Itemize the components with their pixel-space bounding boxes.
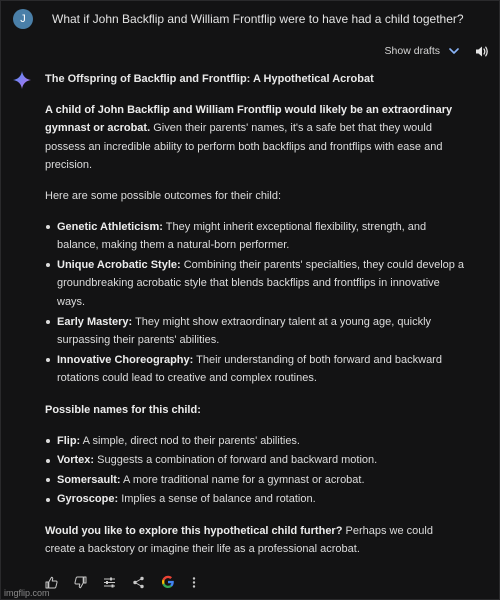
list-item-term: Somersault: [57,473,121,486]
user-prompt-text: What if John Backflip and William Frontflip were to have had a child together? [52,12,464,26]
list-item-text: Suggests a combination of forward and backward motion. [94,454,378,467]
outcomes-list [45,218,465,388]
more-vert-icon[interactable] [191,576,197,589]
assistant-response [45,70,465,559]
list-item [45,256,465,312]
show-drafts-label: Show drafts [384,45,440,57]
list-item-text: Implies a sense of balance and rotation. [118,493,316,506]
closing-text: Perhaps we could create a backstory or imagine their life as a professional acrobat. [45,524,433,556]
list-item [45,432,465,451]
intro-bold-text: A child of John Backflip and William Frontflip would likely be an extraordinary gymnast or acrobat. [45,103,453,135]
closing-bold-text: Would you like to explore this hypothetical child further? [45,524,343,537]
outcomes-intro: Here are some possible outcomes for their child: [45,189,281,202]
list-item [45,218,465,255]
list-item-term: Gyroscope: [57,493,119,506]
watermark: imgflip.com [4,588,50,598]
list-item [45,451,465,470]
user-avatar[interactable]: J [13,9,33,29]
list-item-term: Early Mastery: [57,315,133,328]
list-item [45,351,465,388]
intro-paragraph [45,101,465,175]
thumbs-up-icon[interactable] [45,576,58,589]
response-title: The Offspring of Backflip and Frontflip: A Hypothetical Acrobat [45,73,374,85]
response-actions [45,575,197,589]
list-item [45,490,465,509]
names-heading: Possible names for this child: [45,403,201,416]
names-list [45,432,465,509]
list-item-text: They might show extraordinary talent at a young age, quickly surpassing their parents' abilities. [57,315,432,347]
list-item-text: Their understanding of both forward and backward rotations could lead to creative and complex routines. [57,353,442,385]
tune-icon[interactable] [103,576,116,589]
gemini-sparkle-icon [13,71,31,94]
list-item-term: Genetic Athleticism: [57,220,163,233]
list-item [45,471,465,490]
list-item-text: A simple, direct nod to their parents' abilities. [80,434,300,447]
google-icon[interactable] [161,575,175,589]
intro-text: Given their parents' names, it's a safe bet that they would possess an incredible ability to perform both backflips and frontflips with ease and precision. [45,122,443,172]
closing-paragraph [45,522,465,559]
list-item-term: Innovative Choreography: [57,353,194,366]
list-item-term: Flip: [57,434,81,447]
share-icon[interactable] [132,576,145,589]
list-item-term: Vortex: [57,454,95,467]
list-item-text: Combining their parents' specialties, they could develop a groundbreaking acrobatic style that blends backflips and frontflips in innovative ways. [57,258,465,308]
list-item-text: They might inherit exceptional flexibility, strength, and balance, making them a natural-born performer. [57,220,427,252]
thumbs-down-icon[interactable] [74,576,87,589]
drafts-toolbar [385,42,489,60]
speaker-icon[interactable] [475,45,489,58]
list-item-text: A more traditional name for a gymnast or acrobat. [120,473,365,486]
list-item [45,313,465,350]
show-drafts-button[interactable] [385,45,459,57]
user-message-row [13,7,487,31]
list-item-term: Unique Acrobatic Style: [57,258,181,271]
chevron-down-icon [449,48,459,55]
